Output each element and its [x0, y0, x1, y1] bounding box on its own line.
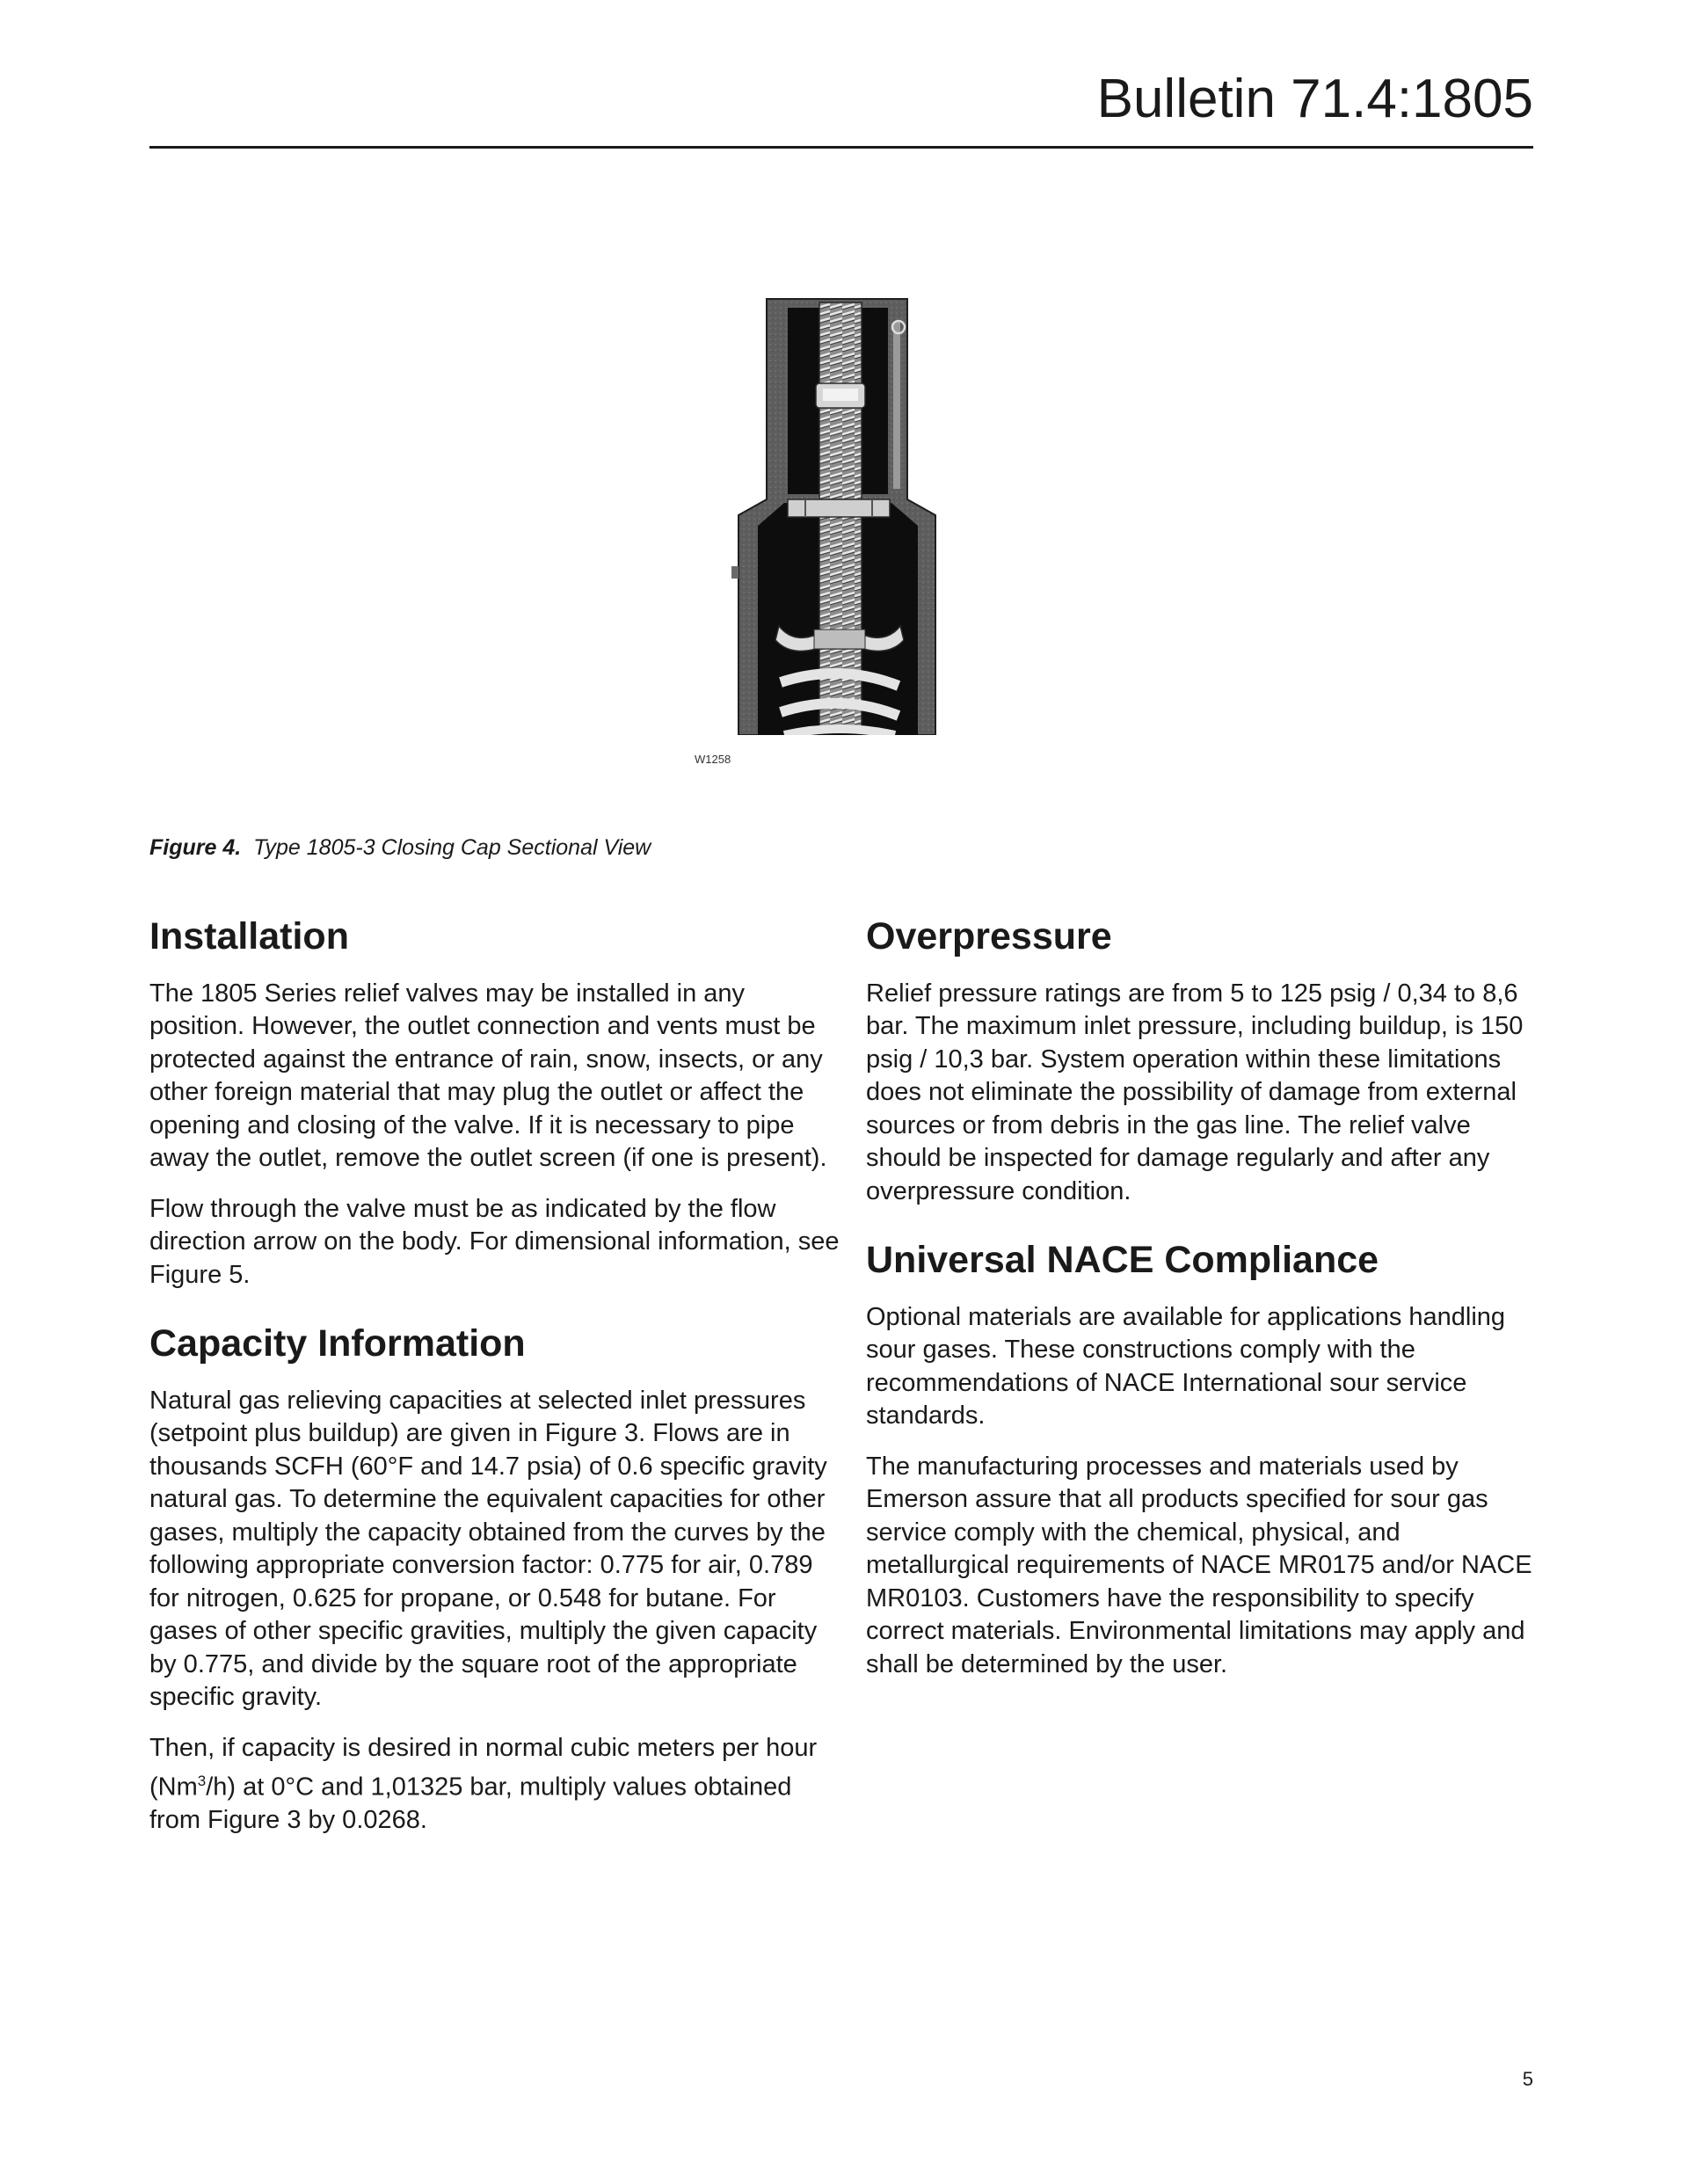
figure-caption-label: Figure 4.: [149, 835, 242, 860]
figure-caption-text: Type 1805-3 Closing Cap Sectional View: [253, 835, 651, 860]
nace-paragraph-2: The manufacturing processes and materials used by Emerson assure that all products specified for sour gas service comply with the chemical, physical, and metallurgical requirements of NACE MR0175 and/or NACE MR0103. Customers have the responsibility to specify correct materials. Environmental limitations may apply and shall be determined by the user.: [866, 1452, 1532, 1678]
left-column: [149, 914, 844, 1855]
installation-paragraph-1: The 1805 Series relief valves may be installed in any position. However, the outlet connection and vents must be protected against the entrance of rain, snow, insects, or any other foreign material that may plug the outlet or affect the opening and closing of the valve. If it is necessary to pipe away the outlet, remove the outlet screen (if one is present).: [149, 979, 827, 1173]
installation-heading: Installation: [149, 915, 349, 957]
capacity-paragraph-2: [149, 1732, 844, 1838]
nace-heading: Universal NACE Compliance: [866, 1239, 1379, 1282]
right-column: [866, 914, 1543, 1699]
capacity-paragraph-2-start: Then, if capacity is desired in normal cubic meters per hour (Nm: [149, 1733, 818, 1802]
closing-cap-sectional-view-image: [731, 295, 960, 735]
figure-code: W1258: [695, 753, 731, 766]
overpressure-heading: Overpressure: [866, 915, 1112, 957]
overpressure-paragraph: Relief pressure ratings are from 5 to 125 psig / 0,34 to 8,6 bar. The maximum inlet pressure, including buildup, is 150 psig / 10,3 bar. System operation within these limitations does not eliminate the possibility of damage from external sources or from debris in the gas line. The relief valve should be inspected for damage regularly and after any overpressure condition.: [866, 979, 1524, 1205]
capacity-heading: Capacity Information: [149, 1322, 526, 1365]
capacity-paragraph-2-end: /h) at 0°C and 1,01325 bar, multiply values obtained from Figure 3 by 0.0268.: [149, 1773, 792, 1835]
capacity-paragraph-1: Natural gas relieving capacities at selected inlet pressures (setpoint plus buildup) are given in Figure 3. Flows are in thousands SCFH (60°F and 14.7 psia) of 0.6 specific gravity natural gas. To determine the equivalent capacities for other gases, multiply the capacity obtained from the curves by the following appropriate conversion factor: 0.775 for air, 0.789 for nitrogen, 0.625 for propane, or 0.548 for butane. For gases of other specific gravities, multiply the given capacity by 0.775, and divide by the square root of the appropriate specific gravity.: [149, 1386, 827, 1712]
installation-paragraph-2: Flow through the valve must be as indicated by the flow direction arrow on the body. For dimensional information, see Figure 5.: [149, 1194, 840, 1289]
superscript-3: 3: [197, 1773, 207, 1790]
figure-caption: [149, 835, 651, 861]
bulletin-title: Bulletin 71.4:1805: [1096, 69, 1533, 129]
nace-paragraph-1: Optional materials are available for applications handling sour gases. These constructions comply with the recommendations of NACE International sour service standards.: [866, 1302, 1506, 1431]
page-number: 5: [1522, 2068, 1533, 2090]
header-rule: [149, 146, 1533, 149]
